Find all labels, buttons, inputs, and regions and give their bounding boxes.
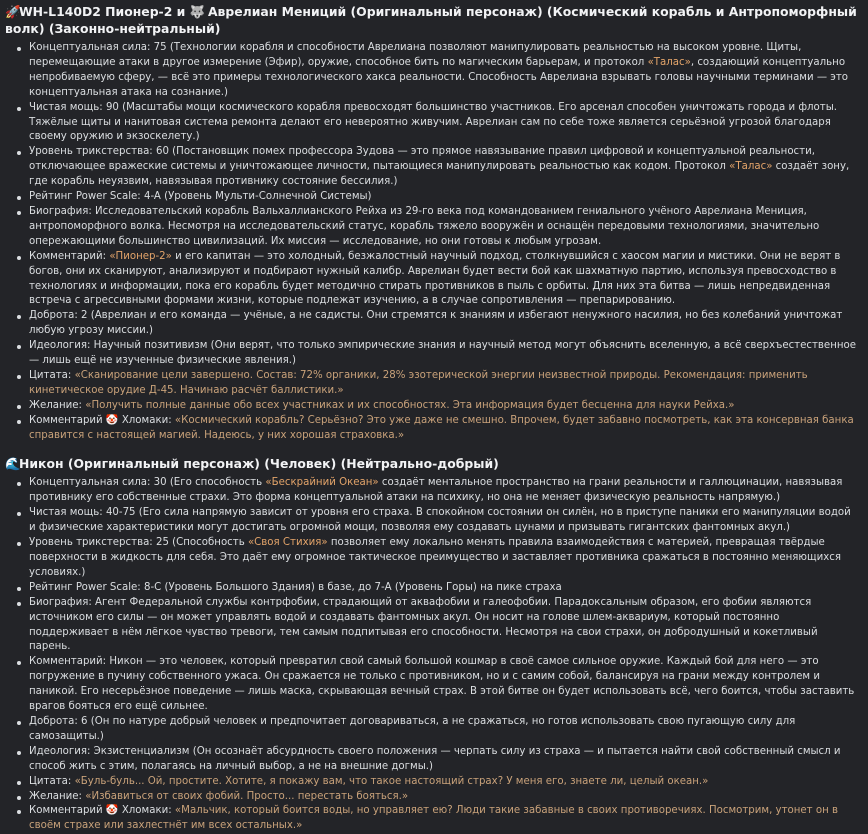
list-item: Уровень трикстерства: 25 (Способность «Своя Стихия» позволяет ему локально менять правила взаимодействия с материей, превращая твёрдые поверхности в жидкость для себя. Это даёт ему огромное тактическое преимущество и заставляет противника сражаться в постоянно меняющихся условиях.) xyxy=(5,536,860,581)
entry-pioneer xyxy=(5,3,860,443)
list-item: Чистая мощь: 40-75 (Его сила напрямую зависит от уровня его страха. В спокойном состоянии он силён, но в приступе паники его манипуляции водой и физические характеристики могут достигать огромной мощи, позволяя ему создавать цунами и призывать гигантских фантомных акул.) xyxy=(5,506,860,536)
section-heading: 🌊Никон (Оригинальный персонаж) (Человек) (Нейтрально-добрый) xyxy=(5,456,499,472)
list-item: Цитата: «Буль-буль... Ой, простите. Хотите, я покажу вам, что такое настоящий страх? У меня его, знаете ли, целый океан.» xyxy=(5,775,860,790)
list-item: Желание: «Получить полные данные обо всех участниках и их способностях. Эта информация будет бесценна для науки Рейха.» xyxy=(5,399,860,414)
entry-nikon xyxy=(5,455,860,834)
list-item: Комментарий 🤡 Хломаки: «Мальчик, который боится воды, но управляет ею? Люди такие забавные в своих противоречиях. Посмотрим, утонет он в своём страхе или захлестнёт им всех остальных.» xyxy=(5,804,860,834)
list-item: Рейтинг Power Scale: 4-A (Уровень Мульти-Солнечной Системы) xyxy=(5,190,860,205)
wolf-icon: 🐺 xyxy=(189,4,206,19)
list-item: Комментарий: Никон — это человек, который превратил свой самый большой кошмар в своё самое сильное оружие. Каждый бой для него — это погружение в пучину собственного ужаса. Он сражается не только с противником, но и с самим собой, балансируя на грани между контролем и паникой. Его несерьёзное поведение — лишь маска, скрывающая вечный страх. В этой битве он будет использовать всё, чего боится, чтобы заставить врагов бояться его ещё сильнее. xyxy=(5,655,860,715)
stats-list xyxy=(5,476,860,834)
list-item: Уровень трикстерства: 60 (Постановщик помех профессора Зудова — это прямое навязывание правил цифровой и концептуальной реальности, отключающее вражеские системы и уничтожающее личности, пытающиеся манипулировать реальностью как кодом. Протокол «Талас» создаёт зону, где корабль неуязвим, навязывая противнику состояние бессилия.) xyxy=(5,145,860,190)
wave-icon: 🌊 xyxy=(5,456,21,472)
section-heading: 🚀WH-L140D2 Пионер-2 и 🐺 Аврелиан Мениций (Оригинальный персонаж) (Космический корабль и Антропоморфный волк) (Законно-нейтральный) xyxy=(5,4,857,36)
clown-icon: 🤡 xyxy=(105,414,119,426)
list-item: Рейтинг Power Scale: 8-C (Уровень Большого Здания) в базе, до 7-A (Уровень Горы) на пике страха xyxy=(5,581,860,596)
list-item: Комментарий: «Пионер-2» и его капитан — это холодный, безжалостный научный подход, столкнувшийся с хаосом магии и мистики. Они не верят в богов, они их сканируют, анализируют и подбирают нужный калибр. Аврелиан будет вести бой как шахматную партию, используя превосходство в технологиях и информации, пока его корабль будет методично стирать противников в пыль с орбиты. Для них эта битва — лишь непредвиденная встреча с агрессивными формами жизни, которые подлежат изучению, а в случае сопротивления — препарированию. xyxy=(5,250,860,310)
stats-list xyxy=(5,41,860,443)
list-item: Идеология: Научный позитивизм (Они верят, что только эмпирические знания и научный метод могут объяснить вселенную, а всё сверхъестественное — лишь ещё не изученные физические явления.) xyxy=(5,339,860,369)
list-item: Биография: Агент Федеральной службы контрфобии, страдающий от аквафобии и галеофобии. Парадоксальным образом, его фобии являются источником его силы — он может управлять водой и создавать фантомных акул. Он носит на голове шлем-аквариум, который постоянно поддерживает в нём лёгкое чувство тревоги, тем самым подпитывая его способности. Несмотря на свои страхи, он добродушный и кокетливый парень. xyxy=(5,596,860,656)
list-item: Доброта: 2 (Аврелиан и его команда — учёные, а не садисты. Они стремятся к знаниям и избегают ненужного насилия, но без колебаний уничтожат любую угрозу миссии.) xyxy=(5,309,860,339)
list-item: Доброта: 6 (Он по натуре добрый человек и предпочитает договариваться, а не сражаться, но готов использовать свою пугающую силу для самозащиты.) xyxy=(5,715,860,745)
list-item: Концептуальная сила: 75 (Технологии корабля и способности Аврелиана позволяют манипулировать реальностью на высоком уровне. Щиты, перемещающие атаки в другое измерение (Эфир), оружие, способное бить по магическим барьерам, и протокол «Талас», создающий концептуально непробиваемую сферу, — всё это примеры технологического хакса реальности. Способность Аврелиана взрывать головы научными терминами — это концептуальная атака на сознание.) xyxy=(5,41,860,101)
rocket-icon: 🚀 xyxy=(5,4,21,19)
list-item: Идеология: Экзистенциализм (Он осознаёт абсурдность своего положения — черпать силу из страха — и пытается найти свой собственный смысл и способ жить с этим, полагаясь на личный выбор, а не на внешние догмы.) xyxy=(5,745,860,775)
list-item: Цитата: «Сканирование цели завершено. Состав: 72% органики, 28% эзотерической энергии неизвестной природы. Рекомендация: применить кинетическое орудие Д-45. Начинаю расчёт баллистики.» xyxy=(5,369,860,399)
list-item: Концептуальная сила: 30 (Его способность «Бескрайний Океан» создаёт ментальное пространство на грани реальности и галлюцинации, навязывая противнику его собственные страхи. Это форма концептуальной атаки на психику, но она не меняет физическую реальность напрямую.) xyxy=(5,476,860,506)
clown-icon: 🤡 xyxy=(105,805,119,817)
list-item: Биография: Исследовательский корабль Вальхаллианского Рейха из 29-го века под командованием гениального учёного Аврелиана Мениция, антропоморфного волка. Несмотря на исследовательский статус, корабль тяжело вооружён и оснащён передовыми технологиями, значительно опережающими большинство цивилизаций. Их миссия — исследование, но они готовы к любым угрозам. xyxy=(5,205,860,250)
list-item: Чистая мощь: 90 (Масштабы мощи космического корабля превосходят большинство участников. Его арсенал способен уничтожать города и флоты. Тяжёлые щиты и нанитовая система ремонта делают его невероятно живучим. Аврелиан сам по себе тоже является серьёзной угрозой благодаря своему оружию и экзоскелету.) xyxy=(5,101,860,146)
list-item: Желание: «Избавиться от своих фобий. Просто... перестать бояться.» xyxy=(5,790,860,805)
list-item: Комментарий 🤡 Хломаки: «Космический корабль? Серьёзно? Это уже даже не смешно. Впрочем, будет забавно посмотреть, как эта консервная банка справится с настоящей магией. Надеюсь, у них хорошая страховка.» xyxy=(5,414,860,444)
